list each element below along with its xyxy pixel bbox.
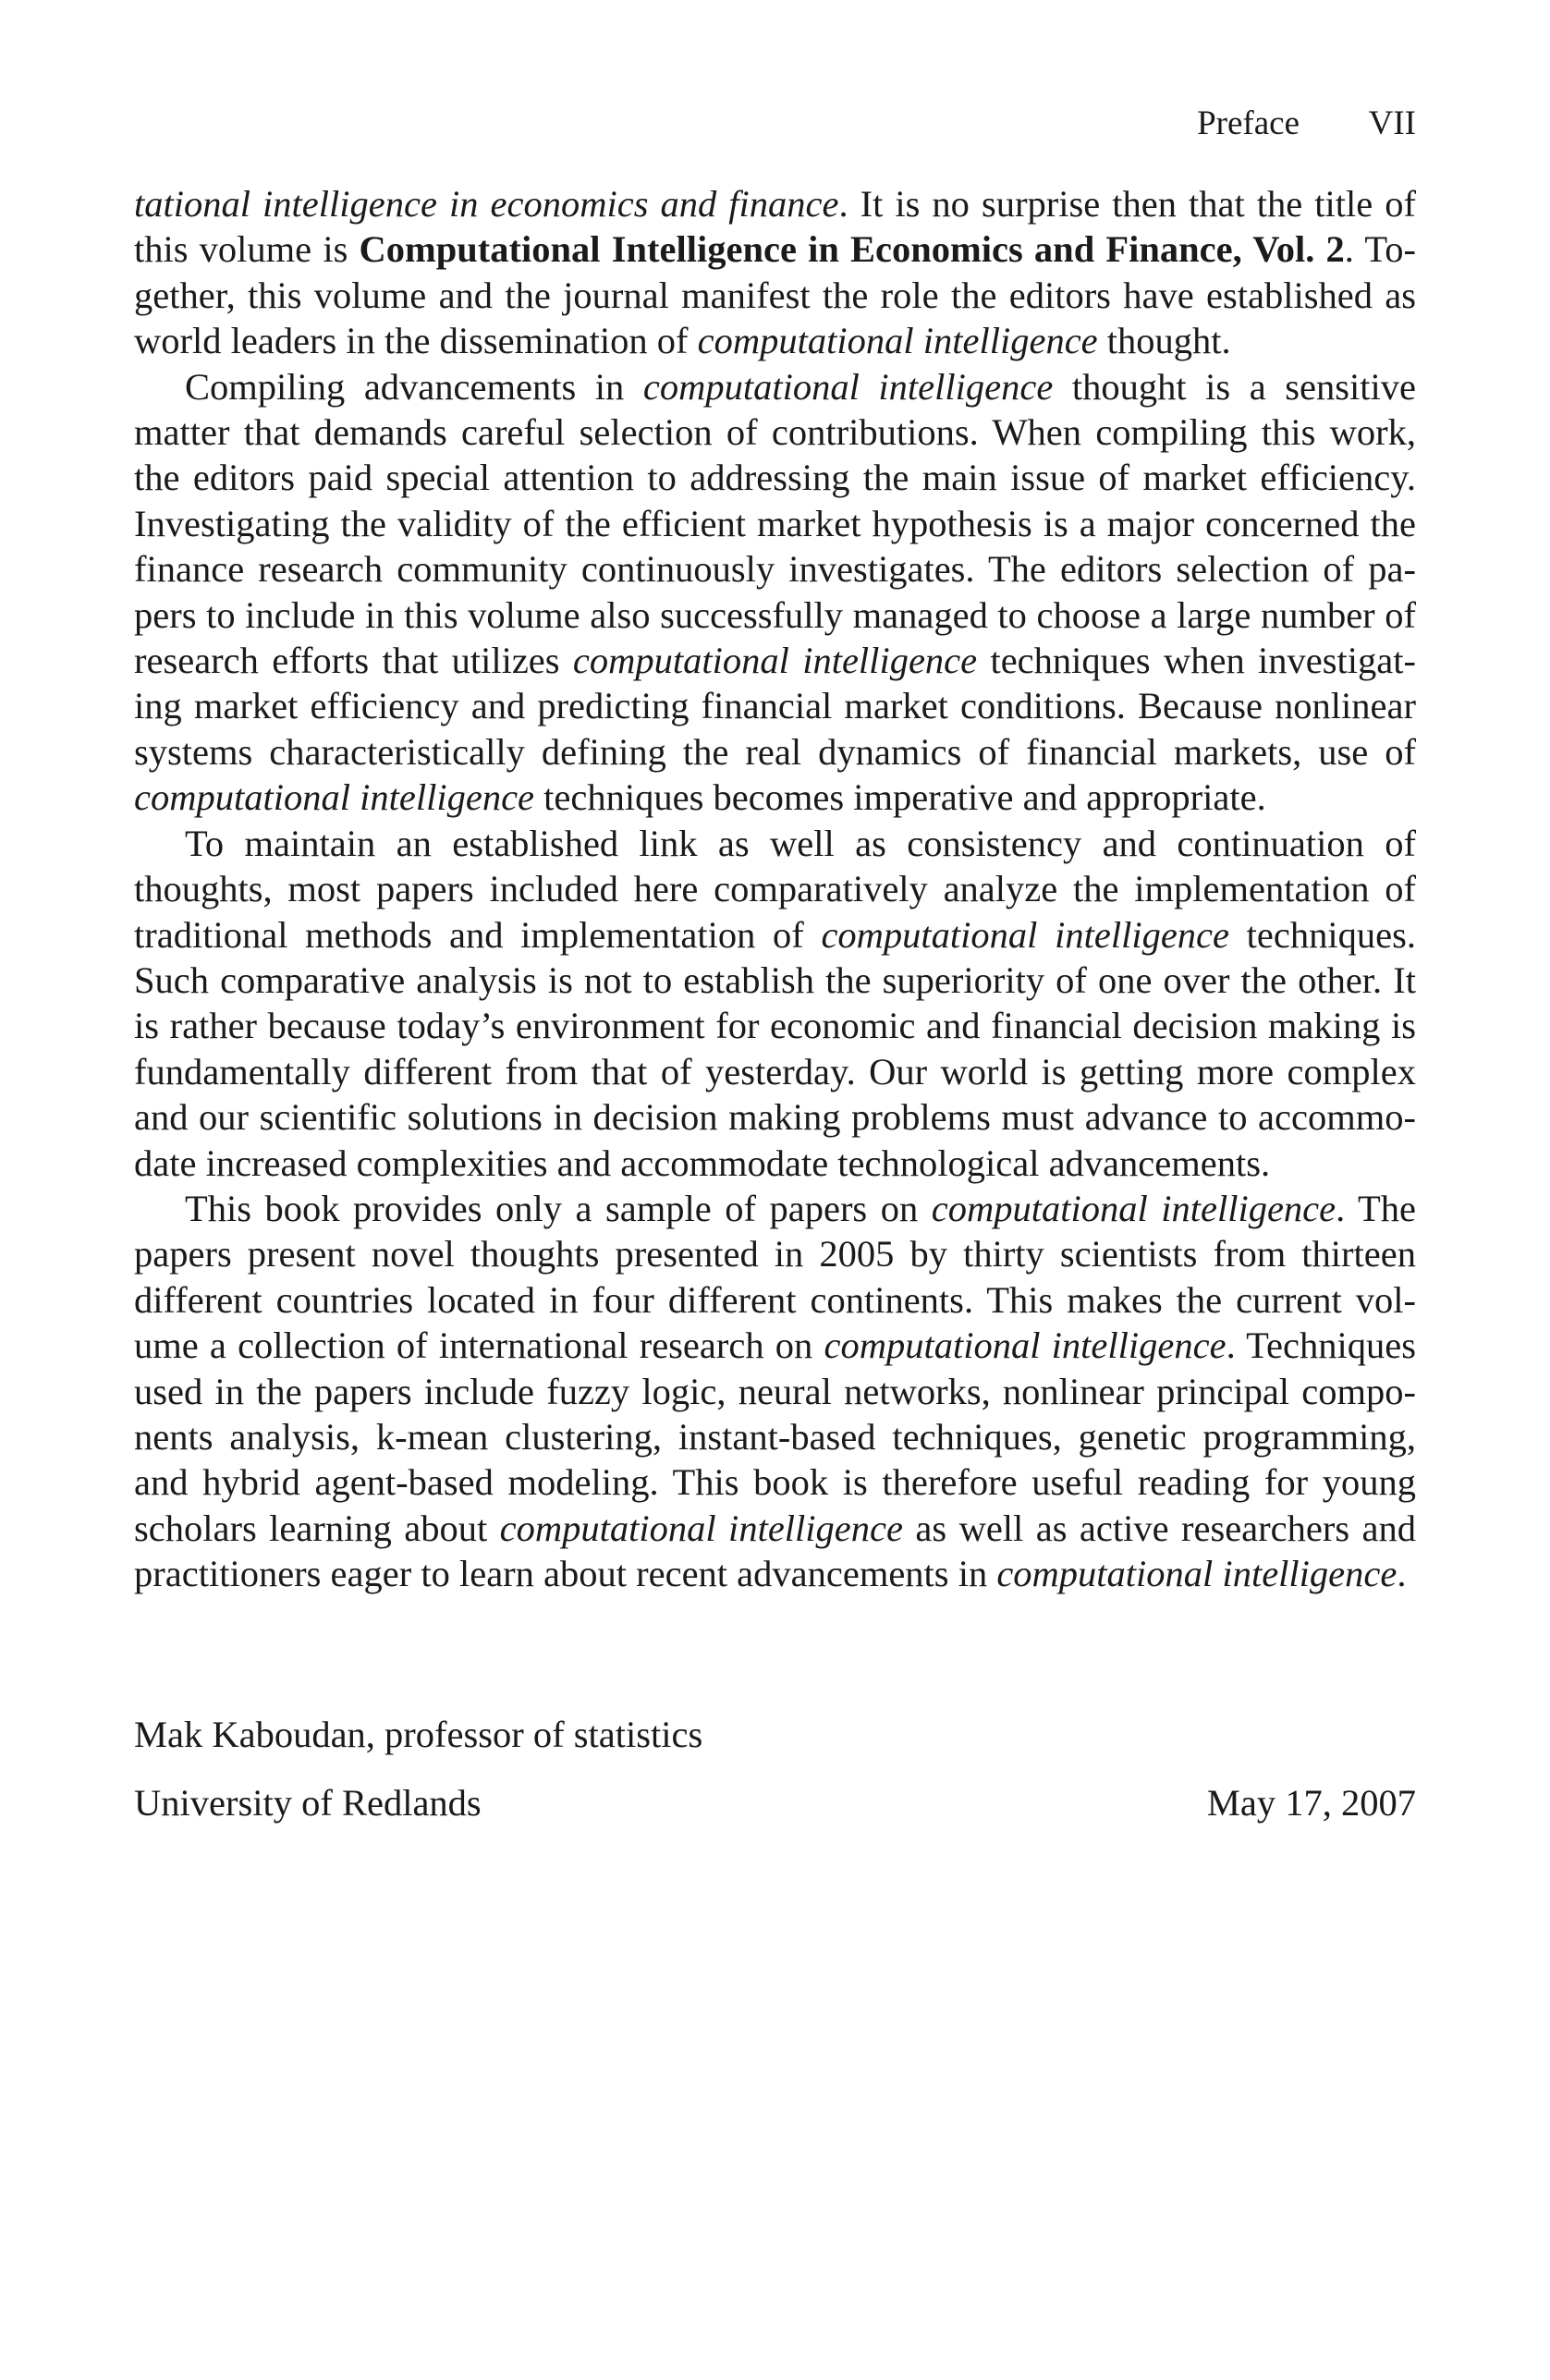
running-head bbox=[1197, 104, 1416, 144]
book-title: Computational Intelligence in Economics and Finance, Vol. 2 bbox=[359, 228, 1345, 271]
text-italic: computational intelligence bbox=[824, 1324, 1227, 1367]
running-head-title: Preface bbox=[1197, 104, 1300, 142]
text: . Together, this volume and the journal manifest the role the editors have established as world leaders in the dissemination of bbox=[134, 228, 1416, 362]
text: . The papers present novel thoughts presented in 2005 by thirty scientists from thirteen different countries located in four different continents. This makes the current volume a collection of international research on bbox=[134, 1187, 1417, 1367]
signature-line bbox=[134, 1780, 1416, 1825]
text: thought. bbox=[1097, 320, 1231, 362]
signature-institution: University of Redlands bbox=[134, 1782, 482, 1824]
text: . bbox=[1397, 1553, 1407, 1595]
paragraph-2 bbox=[134, 364, 1416, 821]
signature-name: Mak Kaboudan, professor of statistics bbox=[134, 1714, 703, 1755]
text: thought is a sensitive matter that demands careful selection of contributions. When compiling this work, the editors paid special attention to addressing the main issue of market efficiency. Investigating the validity of the efficient market hypothesis is a major concerned the finance research community continuously investigates. The editors selection of papers to include in this volume also successfully managed to choose a large number of research efforts that utilizes bbox=[134, 365, 1416, 682]
signature-date: May 17, 2007 bbox=[1206, 1782, 1416, 1824]
text-italic: computational intelligence bbox=[134, 776, 535, 819]
text-italic: computational intelligence bbox=[931, 1187, 1336, 1229]
text-italic: computational intelligence bbox=[572, 640, 978, 682]
preface-body bbox=[134, 181, 1416, 1597]
text: Compiling advancements in bbox=[185, 365, 643, 408]
text-italic: computational intelligence bbox=[821, 913, 1229, 956]
paragraph-4 bbox=[134, 1186, 1416, 1597]
paragraph-1 bbox=[134, 181, 1416, 364]
text: To maintain an established link as well as consistency and continuation of thoughts, most papers included here comparatively analyze the implementation of traditional methods and implementation of bbox=[134, 822, 1416, 956]
text: techniques when investigating market efficiency and predicting financial market conditions. Because nonlinear systems characteristically defining the real dynamics of financial markets, use of bbox=[134, 640, 1417, 773]
paragraph-3 bbox=[134, 821, 1416, 1186]
text: techniques. Such comparative analysis is not to establish the superiority of one over the other. It is rather because today’s environment for economic and financial decision making is fundamentally different from that of yesterday. Our world is getting more complex and our scientific solutions in decision making problems must advance to accommodate increased complexities and accommodate technological advancements. bbox=[134, 913, 1416, 1184]
page-number: VII bbox=[1368, 104, 1416, 142]
text: as well as active researchers and practitioners eager to learn about recent advancements in bbox=[134, 1507, 1416, 1595]
text: . It is no surprise then that the title of this volume is bbox=[134, 183, 1416, 271]
text-italic: tational intelligence in economics and finance bbox=[134, 183, 839, 225]
text-italic: computational intelligence bbox=[697, 320, 1098, 362]
text: . Techniques used in the papers include fuzzy logic, neural networks, nonlinear principal components analysis, k-mean clustering, instant-based techniques, genetic programming, and hybrid agent-based modeling. This book is therefore useful reading for young scholars learning about bbox=[134, 1324, 1416, 1549]
text-italic: computational intelligence bbox=[499, 1507, 903, 1549]
text: This book provides only a sample of papers on bbox=[185, 1187, 932, 1229]
text: techniques becomes imperative and appropriate. bbox=[534, 776, 1266, 819]
text-italic: computational intelligence bbox=[996, 1553, 1397, 1595]
text-italic: computational intelligence bbox=[642, 365, 1054, 408]
